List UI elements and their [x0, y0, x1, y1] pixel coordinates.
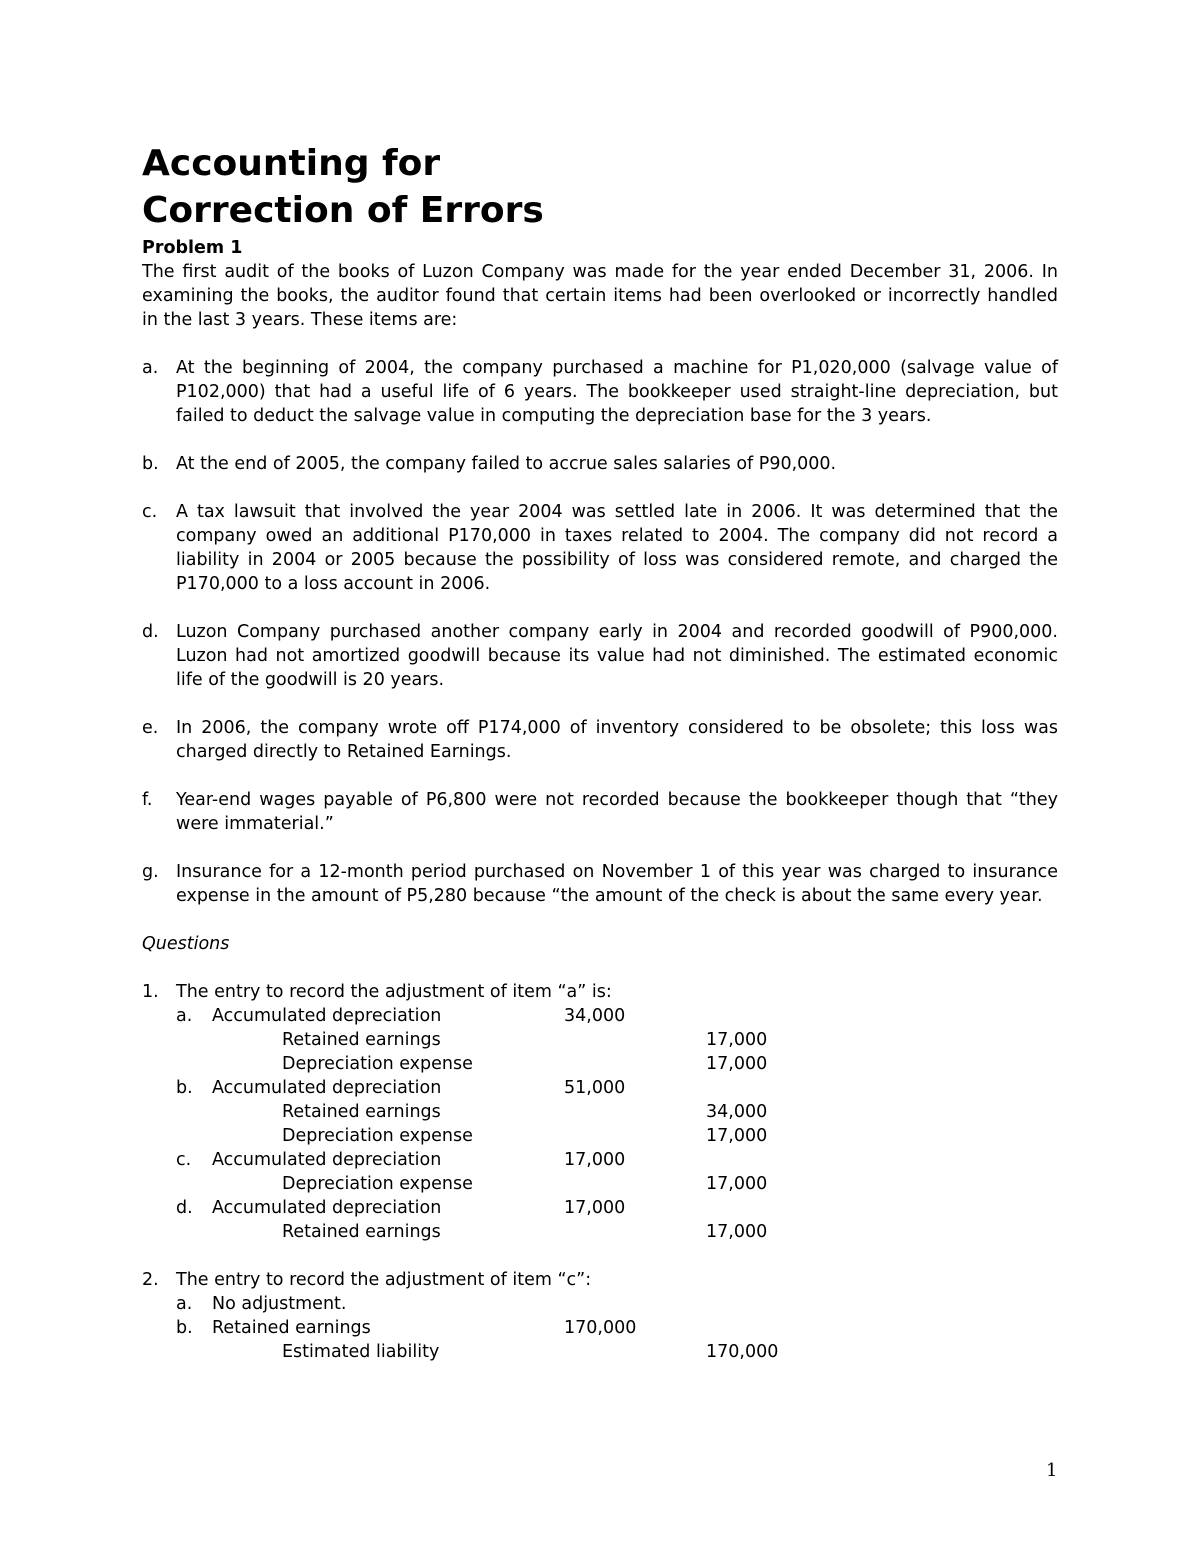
option-letter: a.	[176, 1294, 193, 1314]
document-title	[142, 140, 1058, 234]
option-letter: d.	[176, 1198, 193, 1218]
list-item	[142, 500, 1058, 596]
title-line-1: Accounting for	[142, 143, 441, 184]
list-item	[142, 788, 1058, 836]
debit-amount: 170,000	[564, 1318, 637, 1338]
list-item	[142, 716, 1058, 764]
credit-account: Depreciation expense	[282, 1126, 473, 1146]
item-marker: g.	[142, 862, 159, 882]
item-text: Insurance for a 12-month period purchased on November 1 of this year was charged to insurance expense in the amount of P5,280 because “the amount of the check is about the same every year.	[176, 862, 1058, 906]
item-text: At the end of 2005, the company failed to accrue sales salaries of P90,000.	[176, 454, 837, 474]
journal-line	[142, 1052, 1058, 1076]
item-text: Luzon Company purchased another company early in 2004 and recorded goodwill of P900,000. Luzon had not amortized goodwill because its value had not diminished. The estimated economic life of the goodwill is 20 years.	[176, 622, 1058, 690]
journal-line	[142, 1340, 1058, 1364]
debit-account: Accumulated depreciation	[212, 1150, 442, 1170]
credit-account: Retained earnings	[282, 1222, 441, 1242]
journal-line	[142, 1316, 1058, 1340]
journal-line	[142, 1148, 1058, 1172]
journal-line	[142, 1220, 1058, 1244]
problem-label: Problem 1	[142, 238, 243, 258]
item-text: In 2006, the company wrote off P174,000 of inventory considered to be obsolete; this loss was charged directly to Retained Earnings.	[176, 718, 1058, 762]
journal-line	[142, 1076, 1058, 1100]
credit-amount: 17,000	[706, 1222, 768, 1242]
document-page	[142, 140, 1058, 1388]
item-marker: e.	[142, 718, 159, 738]
question-1	[142, 980, 1058, 1244]
page-number: 1	[1046, 1460, 1058, 1481]
list-item	[142, 620, 1058, 692]
option-letter: b.	[176, 1318, 193, 1338]
debit-amount: 51,000	[564, 1078, 626, 1098]
list-item	[142, 452, 1058, 476]
item-marker: d.	[142, 622, 159, 642]
option-letter: b.	[176, 1078, 193, 1098]
debit-account: Accumulated depreciation	[212, 1006, 442, 1026]
option-letter: c.	[176, 1150, 192, 1170]
title-line-2: Correction of Errors	[142, 190, 544, 231]
item-text: At the beginning of 2004, the company purchased a machine for P1,020,000 (salvage value of P102,000) that had a useful life of 6 years. The bookkeeper used straight-line depreciation, but failed to deduct the salvage value in computing the depreciation base for the 3 years.	[176, 358, 1058, 426]
item-marker: c.	[142, 502, 158, 522]
debit-account: Retained earnings	[212, 1318, 371, 1338]
debit-amount: 17,000	[564, 1198, 626, 1218]
option-letter: a.	[176, 1006, 193, 1026]
credit-amount: 17,000	[706, 1126, 768, 1146]
journal-line	[142, 1100, 1058, 1124]
journal-line	[142, 1172, 1058, 1196]
journal-line	[142, 1004, 1058, 1028]
question-text: The entry to record the adjustment of item “c”:	[176, 1270, 592, 1290]
debit-account: Accumulated depreciation	[212, 1078, 442, 1098]
credit-amount: 170,000	[706, 1342, 779, 1362]
option-text: No adjustment.	[212, 1294, 347, 1314]
credit-amount: 17,000	[706, 1174, 768, 1194]
journal-line	[142, 1292, 1058, 1316]
credit-account: Retained earnings	[282, 1030, 441, 1050]
credit-amount: 34,000	[706, 1102, 768, 1122]
item-text: Year-end wages payable of P6,800 were not recorded because the bookkeeper though that “they were immaterial.”	[176, 790, 1058, 834]
credit-account: Estimated liability	[282, 1342, 440, 1362]
debit-account: Accumulated depreciation	[212, 1198, 442, 1218]
journal-line	[142, 1028, 1058, 1052]
questions-heading: Questions	[142, 934, 230, 954]
question-number: 2.	[142, 1270, 159, 1290]
item-marker: b.	[142, 454, 159, 474]
credit-account: Retained earnings	[282, 1102, 441, 1122]
item-text: A tax lawsuit that involved the year 2004 was settled late in 2006. It was determined that the company owed an additional P170,000 in taxes related to 2004. The company did not record a liability in 2004 or 2005 because the possibility of loss was considered remote, and charged the P170,000 to a loss account in 2006.	[176, 502, 1058, 594]
question-text: The entry to record the adjustment of item “a” is:	[176, 982, 612, 1002]
intro-paragraph: The first audit of the books of Luzon Company was made for the year ended December 31, 2006. In examining the books, the auditor found that certain items had been overlooked or incorrectly handled in the last 3 years. These items are:	[142, 262, 1058, 330]
credit-amount: 17,000	[706, 1030, 768, 1050]
item-marker: a.	[142, 358, 159, 378]
question-number: 1.	[142, 982, 159, 1002]
question-2	[142, 1268, 1058, 1364]
list-item	[142, 356, 1058, 428]
journal-line	[142, 1196, 1058, 1220]
debit-amount: 34,000	[564, 1006, 626, 1026]
item-marker: f.	[142, 790, 153, 810]
list-item	[142, 860, 1058, 908]
credit-amount: 17,000	[706, 1054, 768, 1074]
debit-amount: 17,000	[564, 1150, 626, 1170]
credit-account: Depreciation expense	[282, 1054, 473, 1074]
journal-line	[142, 1124, 1058, 1148]
credit-account: Depreciation expense	[282, 1174, 473, 1194]
items-list	[142, 356, 1058, 908]
